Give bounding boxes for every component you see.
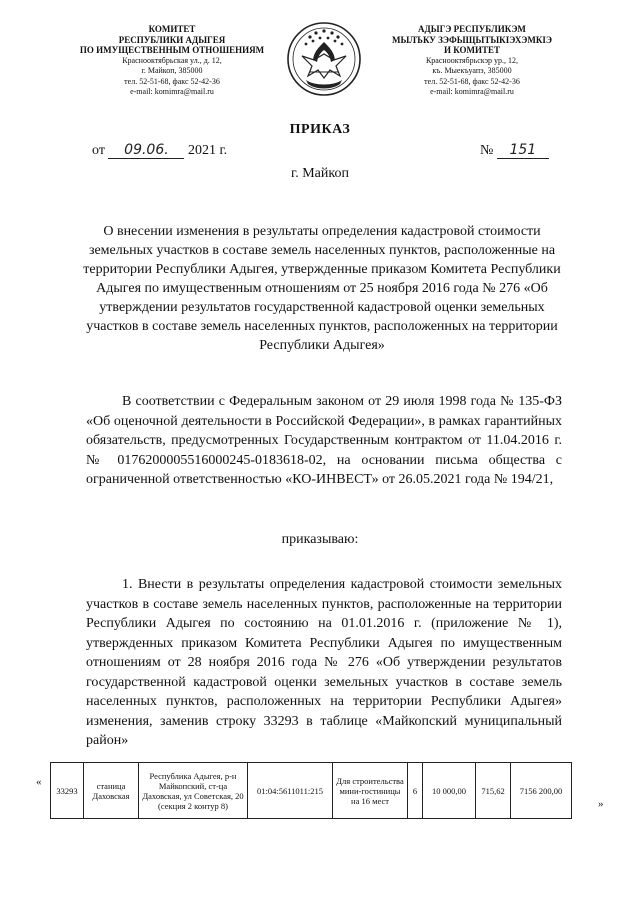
table-row bbox=[51, 763, 572, 819]
address-line: къ. Мыекъуапэ, 385000 bbox=[432, 66, 512, 75]
preamble-paragraph: В соответствии с Федеральным законом от 29 июля 1998 года № 135-ФЗ «Об оценочной деятельности в Российской Федерации», в рамках гарантийных обязательств, предусмотренных Государственным контрактом от 11.04.2016 г. № 0176200005516000245-0183618-02, на основании письма общества с ограниченной ответственностью «КО-ИНВЕСТ» от 26.05.2021 года № 194/21, bbox=[86, 394, 562, 487]
table-cell-specific-value: 715,62 bbox=[476, 763, 511, 819]
table-cell-address: Республика Адыгея, р-н Майкопский, ст-ца Даховская, ул Советская, 20 (секция 2 контур 8) bbox=[139, 763, 248, 819]
address-line: Краснооктябрьская ул., д. 12, bbox=[122, 55, 222, 65]
document-title: О внесении изменения в результаты определения кадастровой стоимости земельных участков в составе земель населенных пунктов, расположенные на территории Республики Адыгея, утвержденные приказом Комитета Республики Адыгея по имущественным отношениям от 25 ноября 2016 года № 276 «Об утверждении результатов государственной кадастровой оценки земельных участков в составе земель населенных пунктов, расположенных на территории Республики Адыгея» bbox=[83, 224, 561, 353]
date-prefix: от bbox=[92, 143, 105, 158]
clause-1-paragraph: 1. Внести в результаты определения кадастровой стоимости земельных участков в составе земель населенных пунктов, расположенные на территории Республики Адыгея по состоянию на 01.01.2016 г. (приложение № 1), утвержденных приказом Комитета Республики Адыгея по имущественным отношениям от 28 ноября 2016 года № 276 «Об утверждении результатов государственной кадастровой оценки земельных участков в составе земель населенных пунктов, расположенных на территории Республики Адыгея» изменения, заменив строку 33293 в таблице «Майкопский муниципальный район» bbox=[86, 577, 562, 748]
table-cell-cadastral-number: 01:04:5611011:215 bbox=[248, 763, 333, 819]
document-date bbox=[92, 142, 227, 159]
table-cell-group: 6 bbox=[408, 763, 423, 819]
table-cell-area: 10 000,00 bbox=[423, 763, 476, 819]
address-line: г. Майкоп, 385000 bbox=[141, 66, 203, 75]
city: г. Майкоп bbox=[291, 166, 349, 181]
phone-line: тел. 52-51-68, факс 52-42-36 bbox=[424, 76, 520, 86]
table-cell-number: 33293 bbox=[51, 763, 84, 819]
open-quote: « bbox=[36, 776, 42, 788]
org-name-ru-2: РЕСПУБЛИКИ АДЫГЕЯ bbox=[118, 34, 226, 45]
date-handwritten: 09.06. bbox=[108, 142, 184, 159]
replacement-row-table bbox=[50, 762, 572, 819]
phone-line: тел. 52-51-68, факс 52-42-36 bbox=[124, 76, 220, 86]
order-word: приказываю: bbox=[281, 532, 359, 547]
address-line: Краснооктябрьскэр ур., 12, bbox=[425, 55, 519, 65]
number-handwritten: 151 bbox=[497, 142, 549, 159]
table-cell-usage: Для строительства мини-гостиницы на 16 мест bbox=[333, 763, 408, 819]
org-name-ru-3: ПО ИМУЩЕСТВЕННЫМ ОТНОШЕНИЯМ bbox=[79, 45, 265, 55]
table-cell-settlement: станица Даховская bbox=[84, 763, 139, 819]
header-left bbox=[62, 24, 282, 98]
org-name-ru-1: КОМИТЕТ bbox=[148, 24, 196, 34]
number-prefix: № bbox=[480, 143, 494, 158]
org-name-ady-1: АДЫГЭ РЕСПУБЛИКЭМ bbox=[418, 24, 526, 34]
org-name-ady-3: И КОМИТЕТ bbox=[443, 45, 501, 55]
document-number bbox=[480, 142, 549, 159]
coat-of-arms-emblem bbox=[284, 20, 364, 98]
email-line: e-mail: komimra@mail.ru bbox=[130, 87, 214, 96]
close-quote: » bbox=[598, 798, 604, 810]
header-right bbox=[362, 24, 582, 98]
document-type: ПРИКАЗ bbox=[289, 122, 351, 137]
table-cell-cadastral-value: 7156 200,00 bbox=[511, 763, 572, 819]
org-name-ady-2: МЫЛЪКУ ЗЭФЫЩЫТЫКІЭХЭМКІЭ bbox=[392, 34, 552, 45]
email-line: e-mail: komimra@mail.ru bbox=[430, 87, 514, 96]
date-year: 2021 г. bbox=[187, 143, 228, 158]
